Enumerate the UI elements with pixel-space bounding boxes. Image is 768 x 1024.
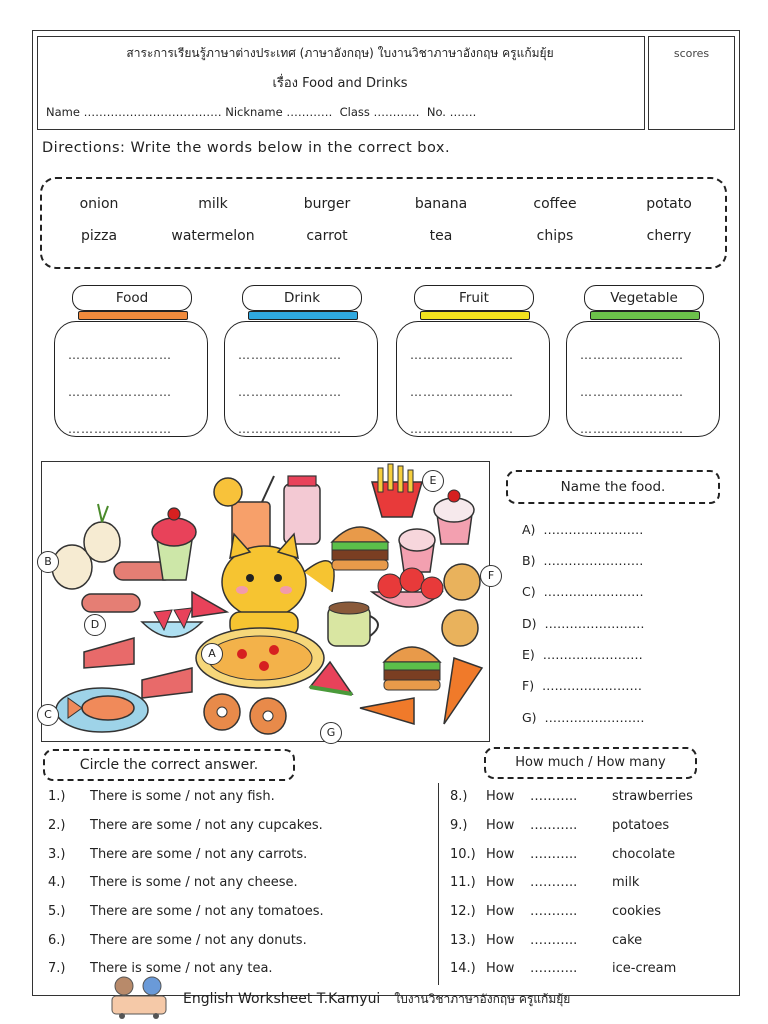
picture-label-c: C bbox=[37, 704, 59, 726]
how-much-many-title: How much / How many bbox=[484, 747, 697, 779]
name-the-food-title: Name the food. bbox=[506, 470, 720, 504]
student-info-line bbox=[46, 105, 636, 119]
answer-blank[interactable]: …………………… bbox=[542, 647, 643, 662]
answer-letter: D) bbox=[522, 616, 537, 631]
how-word: How bbox=[486, 904, 515, 919]
question-number: 2.) bbox=[48, 818, 66, 833]
answer-blank[interactable]: …………………… bbox=[238, 385, 342, 399]
question-number: 3.) bbox=[48, 847, 66, 862]
food-illustration-drawing bbox=[42, 462, 489, 741]
jar-color-band bbox=[248, 311, 358, 320]
answer-blank[interactable]: …………………… bbox=[68, 422, 172, 436]
how-question[interactable] bbox=[450, 933, 642, 948]
name-label: Name bbox=[46, 105, 80, 119]
coffee-cup-icon bbox=[328, 602, 378, 646]
name-food-answer[interactable] bbox=[522, 553, 643, 568]
jar-color-band bbox=[590, 311, 700, 320]
how-word: How bbox=[486, 847, 515, 862]
word-bank-item: coffee bbox=[533, 196, 577, 212]
how-question[interactable] bbox=[450, 818, 669, 833]
jar-color-band bbox=[78, 311, 188, 320]
question-number: 9.) bbox=[450, 818, 468, 833]
how-word: How bbox=[486, 818, 515, 833]
word-bank-item: chips bbox=[536, 228, 574, 244]
answer-blank[interactable]: …………………… bbox=[543, 584, 644, 599]
noun-word: chocolate bbox=[612, 847, 676, 862]
fish-icon bbox=[56, 688, 148, 732]
how-word: How bbox=[486, 961, 515, 976]
question-number: 1.) bbox=[48, 789, 66, 804]
answer-blank[interactable]: …………………… bbox=[68, 348, 172, 362]
noun-word: milk bbox=[612, 875, 640, 890]
cat-icon bbox=[222, 534, 334, 636]
noun-word: ice-cream bbox=[612, 961, 677, 976]
name-food-answer[interactable] bbox=[522, 647, 643, 662]
footer-text bbox=[183, 990, 570, 1009]
word-bank-item: carrot bbox=[306, 228, 348, 244]
circle-answer-title: Circle the correct answer. bbox=[43, 749, 295, 781]
how-question[interactable] bbox=[450, 875, 639, 890]
question-text[interactable]: There are some / not any tomatoes. bbox=[90, 904, 324, 919]
scores-label: scores bbox=[673, 47, 710, 60]
answer-blank[interactable]: …………………… bbox=[543, 553, 644, 568]
answer-blank[interactable]: …………………… bbox=[543, 522, 644, 537]
cupcake-icon bbox=[434, 490, 474, 544]
how-question[interactable] bbox=[450, 904, 661, 919]
answer-blank[interactable]: ……….. bbox=[530, 961, 578, 976]
word-bank-item: onion bbox=[79, 196, 119, 212]
footer-illustration-icon bbox=[104, 972, 174, 1020]
word-bank-item: burger bbox=[303, 196, 351, 212]
directions-text: Directions: Write the words below in the correct box. bbox=[42, 140, 451, 156]
word-bank-item: tea bbox=[429, 228, 453, 244]
question-number: 8.) bbox=[450, 789, 468, 804]
how-word: How bbox=[486, 933, 515, 948]
name-food-answer[interactable] bbox=[522, 678, 642, 693]
name-food-answer[interactable] bbox=[522, 522, 643, 537]
question-number: 11.) bbox=[450, 875, 476, 890]
answer-blank[interactable]: …………………… bbox=[238, 348, 342, 362]
word-bank-item: watermelon bbox=[171, 228, 255, 244]
answer-letter: C) bbox=[522, 584, 536, 599]
footer-title: English Worksheet T.Kamyui bbox=[183, 991, 381, 1007]
drink-icon bbox=[214, 476, 274, 552]
word-bank bbox=[40, 177, 727, 269]
word-bank-item: potato bbox=[646, 196, 692, 212]
question-text[interactable]: There is some / not any cheese. bbox=[90, 875, 298, 890]
burger-icon bbox=[384, 647, 440, 690]
jar-body bbox=[54, 321, 208, 437]
how-word: How bbox=[486, 875, 515, 890]
answer-blank[interactable]: …………………… bbox=[542, 678, 643, 693]
muffin-icon bbox=[399, 529, 435, 572]
cookie-icon bbox=[442, 564, 480, 646]
word-bank-item: pizza bbox=[80, 228, 118, 244]
class-blank[interactable]: ………… bbox=[373, 105, 420, 119]
answer-letter: B) bbox=[522, 553, 536, 568]
noun-word: potatoes bbox=[612, 818, 670, 833]
donut-icon bbox=[204, 694, 286, 734]
picture-label-e: E bbox=[422, 470, 444, 492]
answer-blank[interactable]: …………………… bbox=[410, 385, 514, 399]
jar-label: Fruit bbox=[414, 285, 534, 311]
answer-blank[interactable]: …………………… bbox=[580, 348, 684, 362]
nickname-label: Nickname bbox=[225, 105, 283, 119]
question-text[interactable]: There is some / not any tea. bbox=[90, 961, 273, 976]
name-food-answer[interactable] bbox=[522, 584, 644, 599]
answer-letter: G) bbox=[522, 710, 537, 725]
burger-icon bbox=[332, 527, 388, 570]
question-number: 10.) bbox=[450, 847, 476, 862]
circle-question[interactable] bbox=[48, 818, 323, 833]
number-label: No. bbox=[426, 105, 446, 119]
class-label: Class bbox=[339, 105, 370, 119]
picture-label-f: F bbox=[480, 565, 502, 587]
answer-blank[interactable]: …………………… bbox=[544, 710, 645, 725]
picture-label-g: G bbox=[320, 722, 342, 744]
food-illustration bbox=[41, 461, 490, 742]
jar-color-band bbox=[420, 311, 530, 320]
question-number: 13.) bbox=[450, 933, 476, 948]
how-word: How bbox=[486, 789, 515, 804]
jar-body bbox=[566, 321, 720, 437]
question-number: 14.) bbox=[450, 961, 476, 976]
answer-blank[interactable]: ……….. bbox=[530, 847, 578, 862]
question-number: 7.) bbox=[48, 961, 66, 976]
answer-blank[interactable]: ……….. bbox=[530, 789, 578, 804]
circle-question[interactable] bbox=[48, 904, 324, 919]
question-text[interactable]: There are some / not any donuts. bbox=[90, 933, 307, 948]
jar-body bbox=[224, 321, 378, 437]
number-blank[interactable]: ……. bbox=[449, 105, 477, 119]
answer-blank[interactable]: ……….. bbox=[530, 875, 578, 890]
header-subject-line: สาระการเรียนรู้ภาษาต่างประเทศ (ภาษาอังกฤษ) ใบงานวิชาภาษาอังกฤษ ครูแก้มยุ้ย bbox=[126, 46, 554, 60]
jar-label: Vegetable bbox=[584, 285, 704, 311]
jar-label: Drink bbox=[242, 285, 362, 311]
answer-blank[interactable]: ……….. bbox=[530, 818, 578, 833]
question-number: 4.) bbox=[48, 875, 66, 890]
noun-word: strawberries bbox=[612, 789, 693, 804]
picture-label-d: D bbox=[84, 614, 106, 636]
word-bank-item: cherry bbox=[646, 228, 692, 244]
name-blank[interactable]: ……………………………… bbox=[83, 105, 222, 119]
sausage-icon bbox=[82, 562, 174, 612]
header-topic-line: เรื่อง Food and Drinks bbox=[272, 76, 408, 91]
answer-letter: A) bbox=[522, 522, 536, 537]
how-question[interactable] bbox=[450, 789, 693, 804]
answer-blank[interactable]: …………………… bbox=[410, 348, 514, 362]
tomato-icon bbox=[372, 568, 443, 607]
jam-jar-icon bbox=[284, 476, 320, 544]
answer-blank[interactable]: …………………… bbox=[580, 385, 684, 399]
noun-word: cake bbox=[612, 933, 643, 948]
circle-question[interactable] bbox=[48, 789, 275, 804]
answer-blank[interactable]: ……….. bbox=[530, 933, 578, 948]
column-divider bbox=[438, 783, 439, 985]
how-question[interactable] bbox=[450, 847, 675, 862]
footer-thai-text: ใบงานวิชาภาษาอังกฤษ ครูแก้มยุ้ย bbox=[394, 992, 571, 1006]
answer-letter: F) bbox=[522, 678, 535, 693]
answer-blank[interactable]: …………………… bbox=[68, 385, 172, 399]
circle-question[interactable] bbox=[48, 875, 298, 890]
how-question[interactable] bbox=[450, 961, 676, 976]
picture-label-a: A bbox=[201, 643, 223, 665]
name-food-answer[interactable] bbox=[522, 616, 644, 631]
word-bank-item: banana bbox=[414, 196, 468, 212]
answer-blank[interactable]: …………………… bbox=[580, 422, 684, 436]
scores-box bbox=[648, 36, 735, 130]
answer-blank[interactable]: …………………… bbox=[238, 422, 342, 436]
answer-blank[interactable]: …………………… bbox=[410, 422, 514, 436]
answer-blank[interactable]: …………………… bbox=[544, 616, 645, 631]
nickname-blank[interactable]: ………… bbox=[286, 105, 333, 119]
fries-icon bbox=[372, 464, 422, 517]
noun-word: cookies bbox=[612, 904, 661, 919]
answer-letter: E) bbox=[522, 647, 535, 662]
jar-label: Food bbox=[72, 285, 192, 311]
circle-question[interactable] bbox=[48, 847, 307, 862]
question-text[interactable]: There are some / not any carrots. bbox=[90, 847, 308, 862]
question-text[interactable]: There is some / not any fish. bbox=[90, 789, 275, 804]
question-number: 5.) bbox=[48, 904, 66, 919]
jar-body bbox=[396, 321, 550, 437]
name-food-answer[interactable] bbox=[522, 710, 645, 725]
question-text[interactable]: There are some / not any cupcakes. bbox=[90, 818, 323, 833]
picture-label-b: B bbox=[37, 551, 59, 573]
circle-question[interactable] bbox=[48, 933, 307, 948]
word-bank-item: milk bbox=[198, 196, 228, 212]
question-number: 12.) bbox=[450, 904, 476, 919]
answer-blank[interactable]: ……….. bbox=[530, 904, 578, 919]
question-number: 6.) bbox=[48, 933, 66, 948]
onion-icon bbox=[52, 504, 120, 589]
